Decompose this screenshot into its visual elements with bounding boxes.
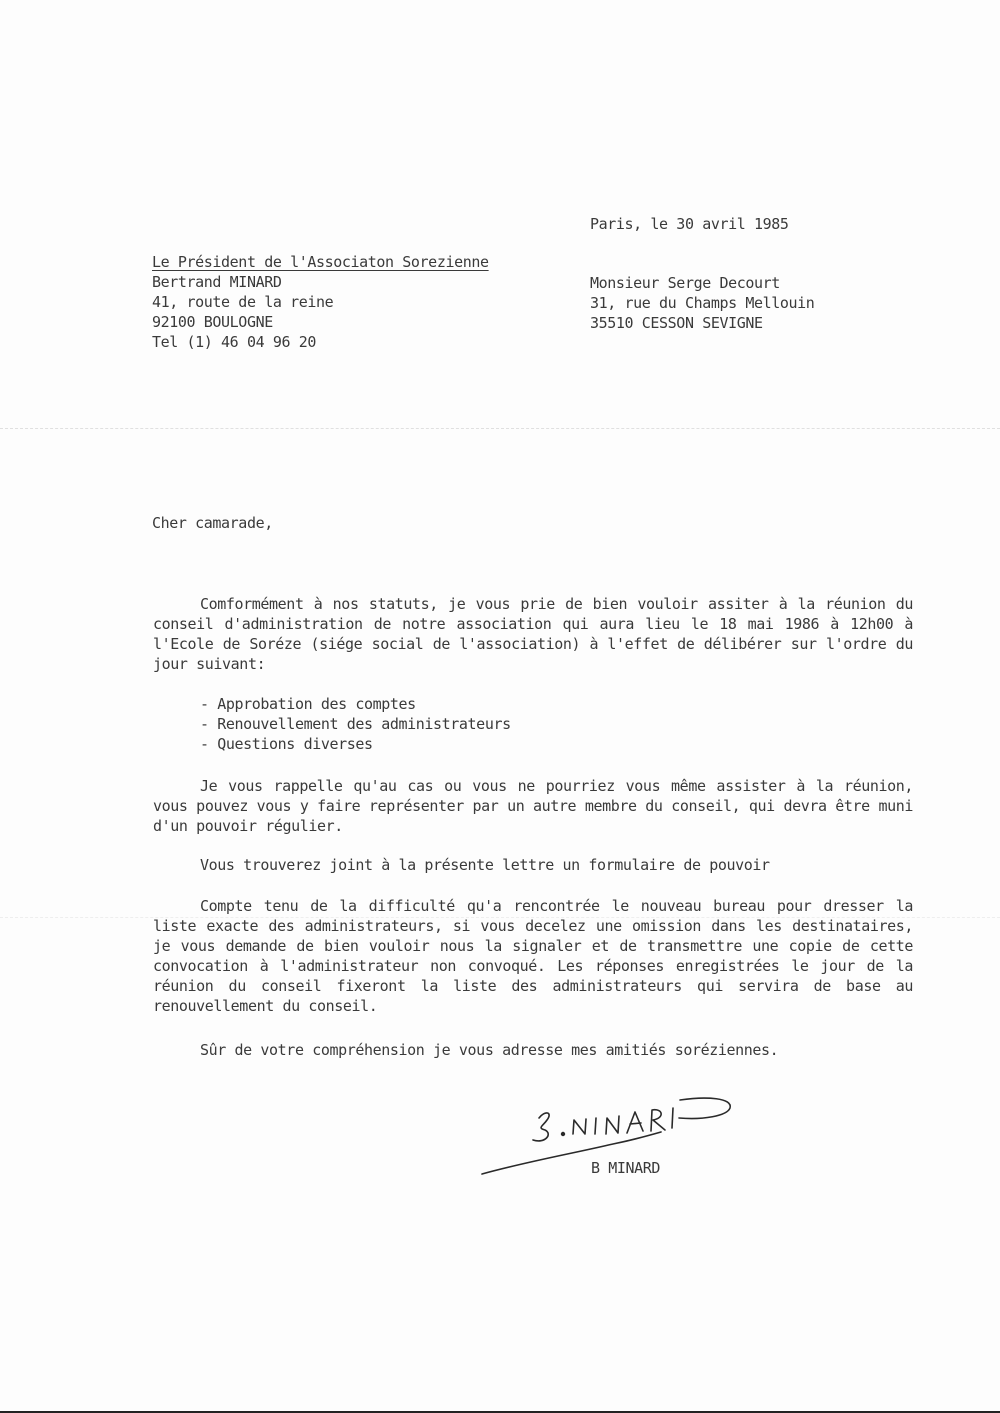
signer-name: B MINARD xyxy=(591,1159,661,1177)
paragraph-convocation xyxy=(153,594,913,674)
sender-phone: Tel (1) 46 04 96 20 xyxy=(152,333,316,351)
paragraph-1-text: Comformément à nos statuts, je vous prie de bien vouloir assiter à la réunion du conseil d'administration de notre association qui aura lieu le 18 mai 1986 à 12h00 à l'Ecole de Soréze (siége social de l'association) à l'effet de délibérer sur l'ordre du jour suivant: xyxy=(153,595,913,673)
paragraph-2-text: Je vous rappelle qu'au cas ou vous ne pourriez vous même assister à la réunion, vous pouvez vous y faire représenter par un autre membre du conseil, qui devra être muni d'un pouvoir régulier. xyxy=(153,777,913,835)
paragraph-form xyxy=(153,855,913,875)
place-date: Paris, le 30 avril 1985 xyxy=(590,215,789,233)
paragraph-4-text: Compte tenu de la difficulté qu'a rencontrée le nouveau bureau pour dresser la liste exacte des administrateurs, si vous decelez une omission dans les destinataires, je vous demande de bien vouloir nous la signaler et de transmettre une copie de cette convocation à l'administrateur non convoqué. Les réponses enregistrées le jour de la réunion du conseil fixeront la liste des administrateurs qui servira de base au renouvellement du conseil. xyxy=(153,897,913,1015)
fold-line xyxy=(0,428,1000,429)
paragraph-3-text: Vous trouverez joint à la présente lettre un formulaire de pouvoir xyxy=(200,856,770,874)
agenda-list xyxy=(200,694,511,754)
sender-city: 92100 BOULOGNE xyxy=(152,313,273,331)
paragraph-representation xyxy=(153,776,913,836)
agenda-item: - Renouvellement des administrateurs xyxy=(200,715,511,733)
sender-street: 41, route de la reine xyxy=(152,293,334,311)
recipient-street: 31, rue du Champs Mellouin xyxy=(590,294,815,312)
sender-title: Le Président de l'Associaton Sorezienne xyxy=(152,253,489,271)
recipient-city: 35510 CESSON SEVIGNE xyxy=(590,314,763,332)
agenda-item: - Approbation des comptes xyxy=(200,695,416,713)
sender-name: Bertrand MINARD xyxy=(152,273,282,291)
salutation: Cher camarade, xyxy=(152,514,273,532)
paragraph-omission xyxy=(153,896,913,1016)
closing-text: Sûr de votre compréhension je vous adresse mes amitiés soréziennes. xyxy=(200,1041,779,1059)
closing-paragraph xyxy=(153,1040,913,1060)
recipient-name: Monsieur Serge Decourt xyxy=(590,274,780,292)
agenda-item: - Questions diverses xyxy=(200,735,373,753)
